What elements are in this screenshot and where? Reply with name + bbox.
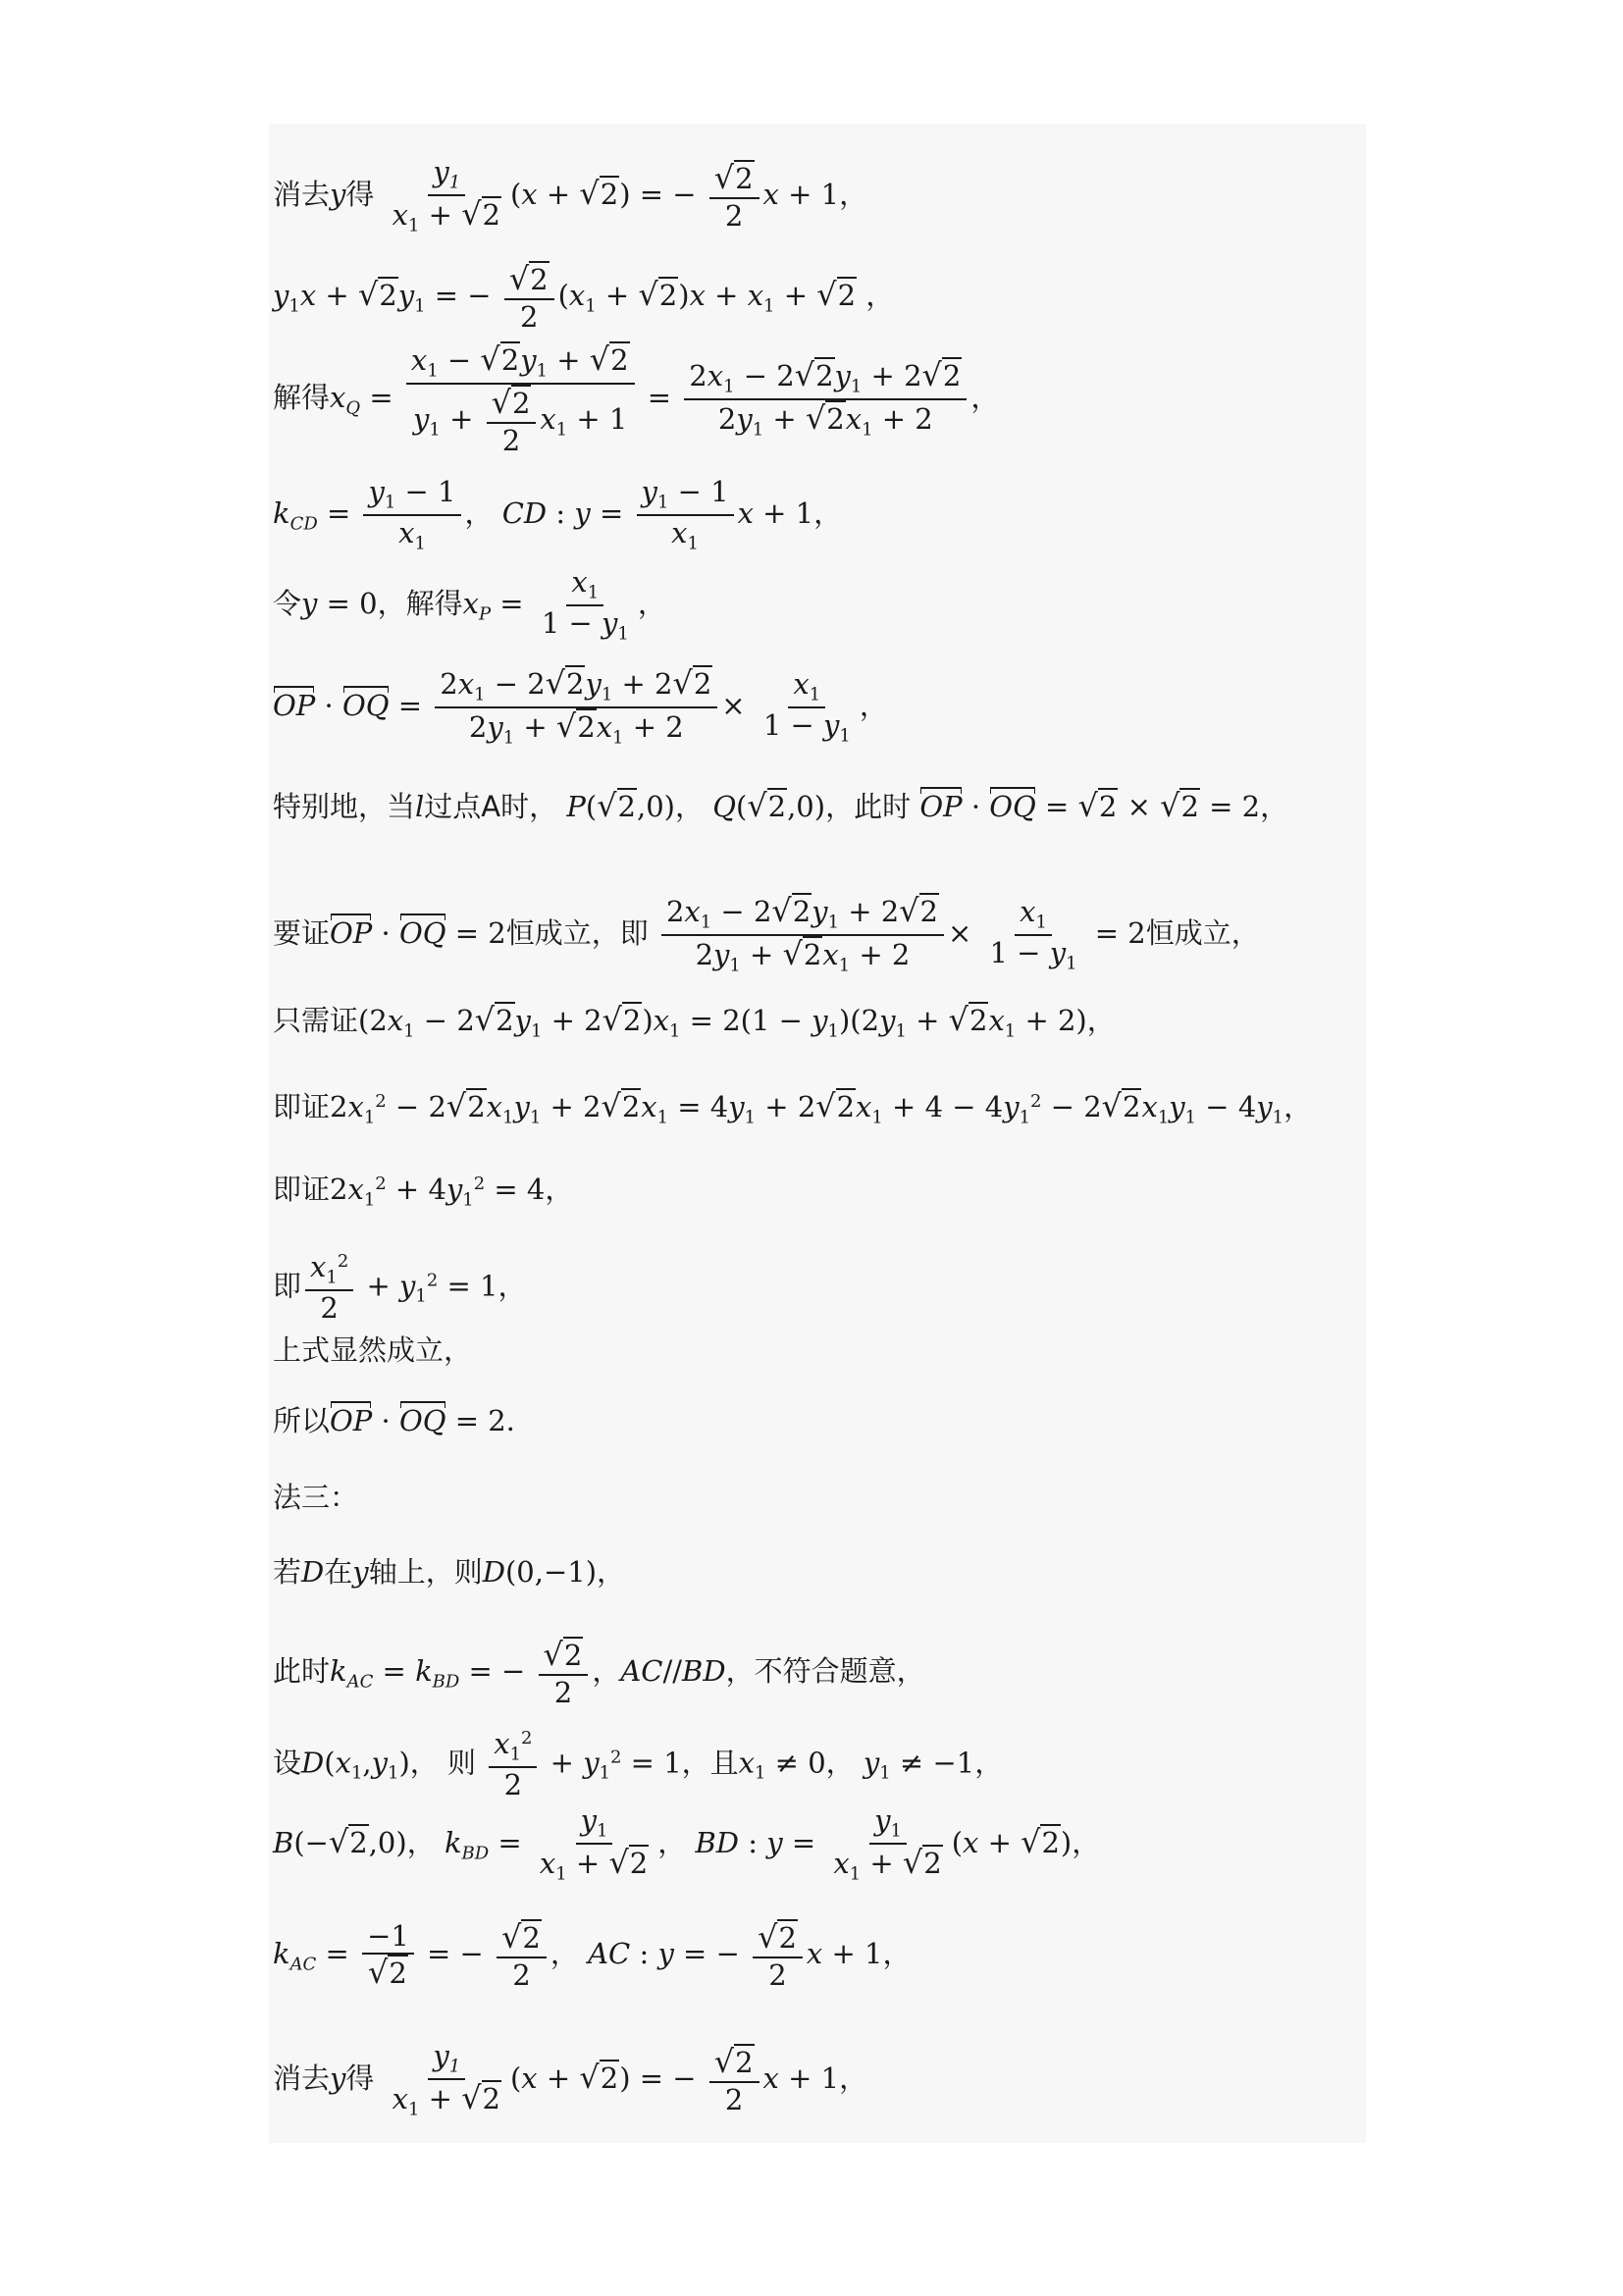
eq-line-7: 特别地，当l过点A时， P(√2,0)， Q(√2,0)，此时 OP · OQ = √2 × √2 = 2， — [273, 787, 1289, 824]
eq-line-21: 消去y得 $\frac{y_1}{x_1 + √2}$ (x + √2) = − $\frac{√2}{2}$ x + 1， — [273, 2039, 868, 2120]
eq-line-13: 上式显然成立， — [273, 1333, 473, 1367]
eq-line-1: 消去y得 $\frac{y_1}{x_1 + √2}$ (x + √2) = − $\frac{√2}{2}$ x + 1， — [273, 155, 868, 236]
eq-line-16: 若D在y轴上，则D(0,−1)， — [273, 1555, 626, 1589]
eq-line-15: 法三： — [273, 1481, 359, 1514]
eq-line-19: B(−√2,0)， $k_{BD}$ = $\frac{y_1}{x_1 + √2}$ ， BD : y = $\frac{y_1}{x_1 + √2}$ (x + √2)， — [273, 1803, 1101, 1885]
eq-line-11: 即证$2x_1^2 + 4y_1^2 = 4$， — [273, 1173, 574, 1211]
eq-line-5: 令y = 0，解得$x_P$ = $\frac{x_1}{1 - y_1}$ ， — [273, 565, 666, 645]
eq-line-18: 设$D(x_1,y_1)$， 则 $\frac{x_1^2}{2}$ + $y_1^2 = 1$，且$x_1 \ne 0$， $y_1 \ne -1$， — [273, 1727, 1004, 1802]
eq-line-4: $k_{CD}$ = $\frac{y_1 - 1}{x_1}$ ， CD : y = $\frac{y_1 - 1}{x_1}$ x + 1， — [273, 475, 843, 554]
eq-line-14: 所以OP · OQ = 2． — [273, 1404, 535, 1437]
eq-line-8: 要证OP · OQ = 2恒成立，即 $\frac{2x_1 - 2√2y_1 + 2√2}{2y_1 + √2x_1 + 2}$ × $\frac{x_1}{1 - y_1}$ = 2恒成立， — [273, 892, 1260, 976]
eq-line-20: $k_{AC}$ = $\frac{-1}{√2}$ = − $\frac{√2}{2}$ ， AC : y = − $\frac{√2}{2}$ x + 1， — [273, 1918, 912, 1992]
eq-line-10: 即证$2x_1^2 - 2√2x_1y_1 + 2√2x_1 = 4y_1 + 2√2x_1 + 4 - 4y_1^2 - 2√2x_1y_1 - 4y_1$， — [273, 1087, 1313, 1128]
eq-line-17: 此时$k_{AC} = k_{BD}$ = − $\frac{√2}{2}$ ，AC//BD，不符合题意， — [273, 1636, 925, 1709]
eq-line-6: OP · OQ = $\frac{2x_1 - 2√2y_1 + 2√2}{2y_1 + √2x_1 + 2}$ × $\frac{x_1}{1 - y_1}$ ， — [273, 664, 888, 749]
eq-line-3: 解得$x_Q$ = $x_1 - √2y_1 + √2$ $y_1$ + $\frac{√2}{2}$ $x_1 + 1$ = $\frac{2x_1 - 2√2y_1 + 2√2}{2y_1 + √2x_1 + 2}$ ， — [273, 340, 1000, 457]
eq-line-12: 即 $\frac{x_1^2}{2}$ + $y_1^2 = 1$， — [273, 1250, 527, 1326]
eq-line-2: $y_1x + √2y_1$ = − $\frac{√2}{2}$ $(x_1 + √2)x + x_1 + √2$ ， — [273, 260, 895, 334]
eq-line-9: 只需证$(2x_1 - 2√2y_1 + 2√2)x_1 = 2(1 - y_1)(2y_1 + √2x_1 + 2)$， — [273, 1001, 1116, 1042]
